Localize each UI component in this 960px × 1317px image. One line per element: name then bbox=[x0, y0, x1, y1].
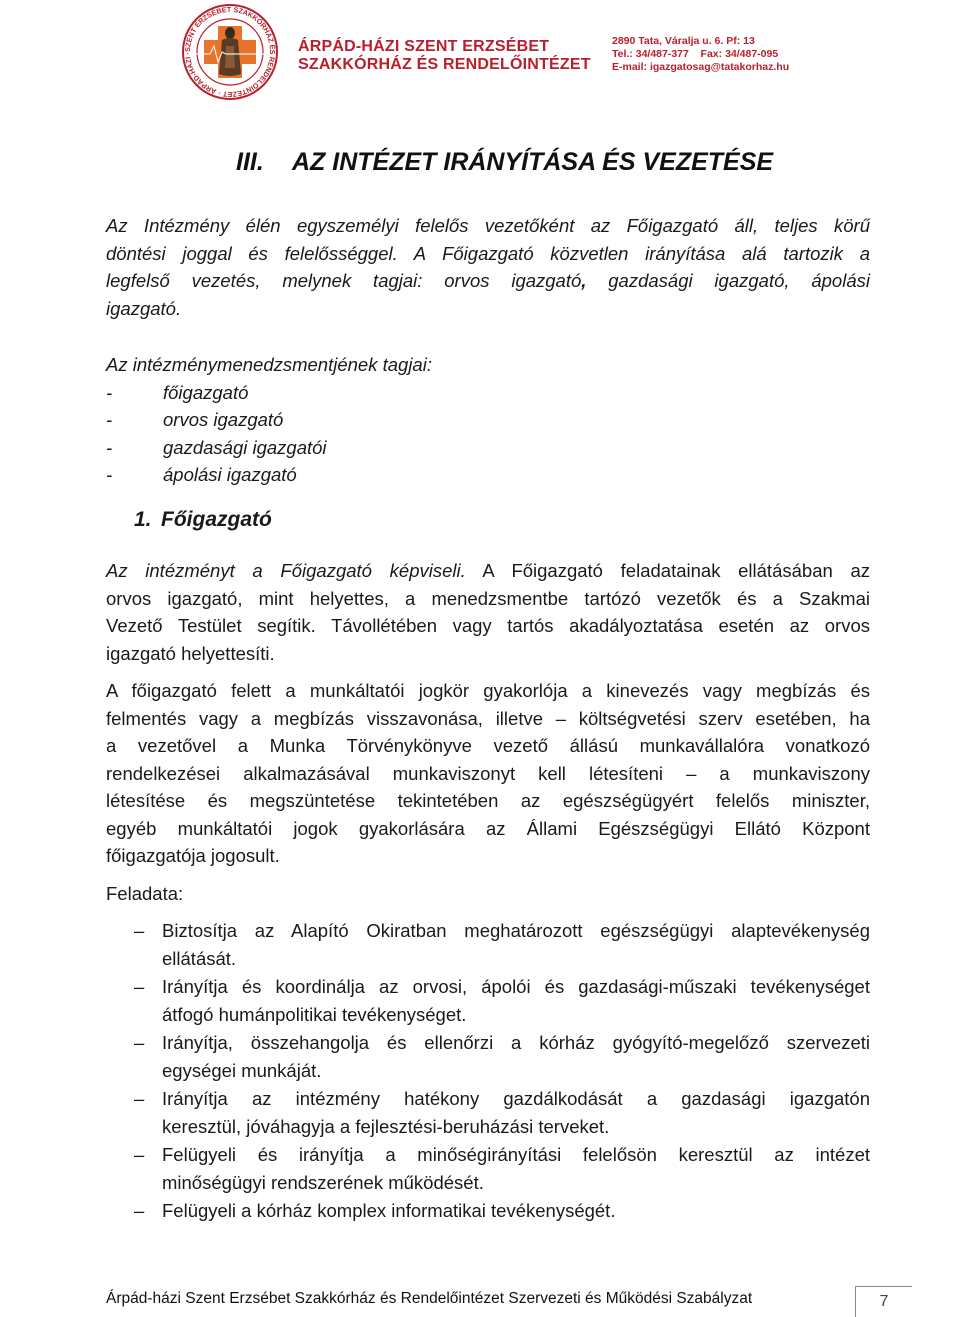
tasks-heading: Feladata: bbox=[106, 883, 184, 904]
page-footer: Árpád-házi Szent Erzsébet Szakkórház és Rendelőintézet Szervezeti és Működési Szabályzat bbox=[106, 1290, 753, 1307]
page-number: 7 bbox=[855, 1286, 912, 1317]
management-item-label: orvos igazgató bbox=[163, 409, 284, 430]
management-item-label: gazdasági igazgatói bbox=[163, 436, 327, 458]
paragraph-employer-rights bbox=[106, 677, 870, 870]
org-name-line-2: SZAKKÓRHÁZ ÉS RENDELŐINTÉZET bbox=[298, 56, 591, 73]
para2-line-7: főigazgatója jogosult. bbox=[106, 845, 280, 866]
para1-line-4: igazgató helyettesíti. bbox=[106, 642, 275, 664]
para2-line-1: A főigazgató felett a munkáltatói jogkör gyakorlója a kinevezés vagy megbízás és bbox=[106, 680, 870, 701]
para2-line-2: felmentés vagy a megbízás visszavonása, illetve – költségvetési szerv esetében, ha bbox=[106, 707, 870, 729]
address: 2890 Tata, Váralja u. 6. Pf: 13 bbox=[612, 35, 755, 47]
intro-line-3a: legfelső vezetés, melynek tagjai: orvos igazgató bbox=[106, 270, 582, 291]
task-line-2: keresztül, jóváhagyja a fejlesztési-beruházási terveket. bbox=[162, 1115, 610, 1137]
paragraph-representation bbox=[106, 557, 870, 667]
para1-line-2: orvos igazgató, mint helyettes, a menedzsmentbe tartózó vezetők és a Szakmai bbox=[106, 587, 870, 609]
task-line-1: Irányítja, összehangolja és ellenőrzi a kórház gyógyító-megelőző szervezeti bbox=[162, 1032, 870, 1053]
list-dash: – bbox=[134, 1088, 145, 1109]
management-list bbox=[106, 351, 432, 489]
task-line-2: egységei munkáját. bbox=[162, 1059, 322, 1081]
list-dash: – bbox=[134, 976, 145, 997]
para2-line-5: létesítése és megszüntetése tekintetében az egészségügyért felelős miniszter, bbox=[106, 790, 870, 811]
seal-ring-text: SZENT ERZSÉBET SZAKKÓRHÁZ ÉS RENDELŐINTÉZET · ÁRPÁD-HÁZI · bbox=[182, 4, 278, 100]
fax-number: 34/487-095 bbox=[725, 48, 779, 60]
phone-fax-line bbox=[612, 48, 789, 61]
para2-line-4: rendelkezései alkalmazásával munkaviszonyt kell létesíteni – a munkaviszony bbox=[106, 762, 870, 784]
chapter-number: III. bbox=[236, 148, 264, 176]
letterhead bbox=[0, 0, 960, 120]
email-label: E-mail: bbox=[612, 61, 648, 73]
task-list bbox=[134, 917, 870, 1226]
list-item bbox=[134, 1141, 870, 1196]
management-item bbox=[106, 406, 432, 434]
hospital-seal-logo bbox=[180, 2, 280, 102]
task-line-1: Felügyeli és irányítja a minőségirányítási felelősön keresztül az intézet bbox=[162, 1144, 870, 1165]
organization-name bbox=[298, 38, 591, 74]
task-line-1: Felügyeli a kórház komplex informatikai tevékenységét. bbox=[162, 1200, 616, 1221]
task-line-2: átfogó humánpolitikai tevékenységet. bbox=[162, 1003, 467, 1025]
list-dash: – bbox=[134, 1200, 145, 1221]
chapter-title bbox=[236, 148, 773, 177]
list-item bbox=[134, 973, 870, 1028]
task-line-2: ellátását. bbox=[162, 947, 237, 969]
list-dash: – bbox=[134, 1032, 145, 1053]
phone-number: 34/487-377 bbox=[635, 48, 689, 60]
contact-block bbox=[612, 35, 789, 74]
para2-line-3: a vezetővel a Munka Törvénykönyve vezető állású munkavállalóra vonatkozó bbox=[106, 735, 870, 756]
email-line bbox=[612, 61, 789, 74]
list-dash: - bbox=[106, 464, 113, 485]
para1-line-3: Vezető Testület segítik. Távollétében vagy tartós akadályoztatása esetén az orvos bbox=[106, 615, 870, 636]
management-item-label: ápolási igazgató bbox=[163, 464, 297, 485]
intro-line-3-comma: , bbox=[581, 270, 587, 291]
list-dash: – bbox=[134, 920, 145, 941]
para2-line-6: egyéb munkáltatói jogok gyakorlására az Állami Egészségügyi Ellátó Központ bbox=[106, 817, 870, 839]
phone-label: Tel.: bbox=[612, 48, 633, 60]
list-dash: - bbox=[106, 436, 113, 458]
section-heading-foigazgato bbox=[134, 508, 272, 532]
management-heading: Az intézménymenedzsmentjének tagjai: bbox=[106, 354, 432, 375]
task-line-1: Irányítja az intézmény hatékony gazdálkodását a gazdasági igazgatón bbox=[162, 1088, 870, 1109]
email-address[interactable]: igazgatosag@tatakorhaz.hu bbox=[649, 61, 790, 73]
para1-line-1a: Az intézményt a Főigazgató képviseli. bbox=[106, 560, 466, 581]
list-item bbox=[134, 1197, 870, 1225]
para1-line-1b: A Főigazgató feladatainak ellátásában az bbox=[465, 560, 871, 581]
intro-line-2: döntési joggal és felelősséggel. A Főigazgató közvetlen irányítása alá tartozik a bbox=[106, 242, 870, 264]
task-line-1: Irányítja és koordinálja az orvosi, ápolói és gazdasági-műszaki tevékenységet bbox=[162, 976, 870, 997]
intro-paragraph bbox=[106, 212, 870, 322]
chapter-title-text: AZ INTÉZET IRÁNYÍTÁSA ÉS VEZETÉSE bbox=[292, 148, 774, 176]
list-item bbox=[134, 1085, 870, 1140]
task-line-1: Biztosítja az Alapító Okiratban meghatározott egészségügyi alaptevékenység bbox=[162, 920, 870, 941]
intro-line-4: igazgató. bbox=[106, 297, 182, 319]
section-title: Főigazgató bbox=[161, 508, 272, 531]
list-dash: – bbox=[134, 1144, 145, 1165]
management-item bbox=[106, 379, 432, 407]
fax-label: Fax: bbox=[700, 48, 723, 60]
management-item bbox=[106, 461, 432, 489]
intro-line-1: Az Intézmény élén egyszemélyi felelős vezetőként az Főigazgató áll, teljes körű bbox=[106, 215, 870, 236]
task-line-2: minőségügyi rendszerének működését. bbox=[162, 1171, 484, 1193]
list-dash: - bbox=[106, 409, 113, 430]
management-item-label: főigazgató bbox=[163, 381, 249, 403]
management-item bbox=[106, 434, 432, 462]
intro-line-3 bbox=[106, 267, 870, 295]
para1-line-1 bbox=[106, 557, 870, 585]
intro-line-3c: gazdasági igazgató, ápolási bbox=[586, 270, 870, 291]
org-name-line-1: ÁRPÁD-HÁZI SZENT ERZSÉBET bbox=[298, 38, 550, 55]
section-number: 1. bbox=[134, 508, 152, 531]
list-item bbox=[134, 1029, 870, 1084]
list-item bbox=[134, 917, 870, 972]
list-dash: - bbox=[106, 381, 113, 403]
